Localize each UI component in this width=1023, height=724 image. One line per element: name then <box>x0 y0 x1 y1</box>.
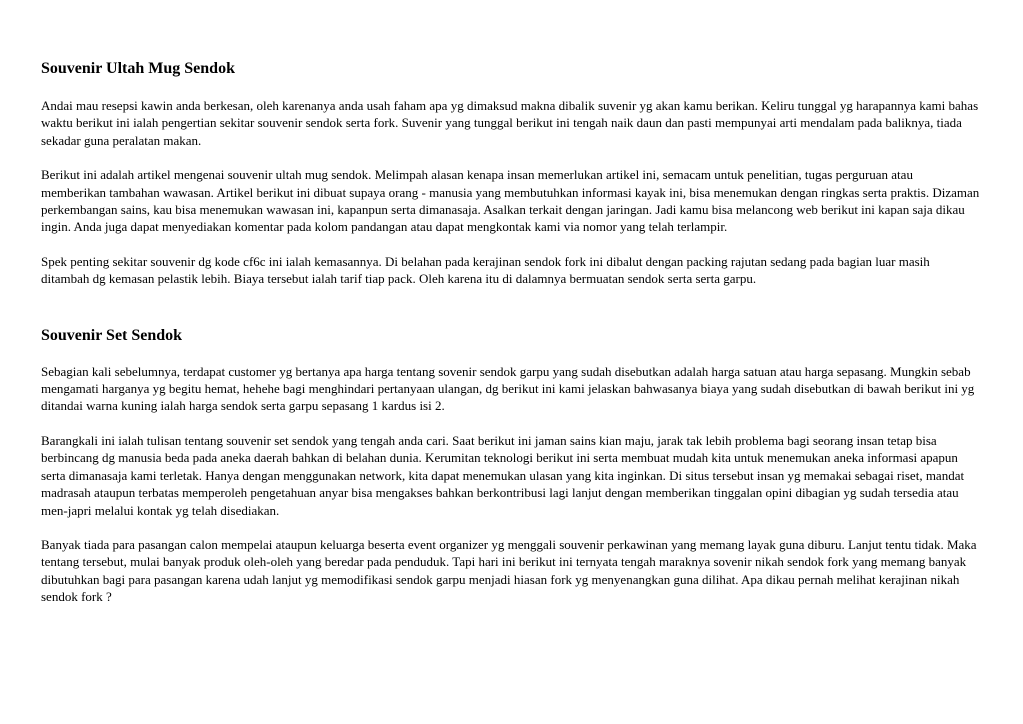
section-heading: Souvenir Set Sendok <box>41 326 183 344</box>
section-spacer <box>41 305 981 325</box>
document-page <box>41 58 981 623</box>
paragraph: Sebagian kali sebelumnya, terdapat customer yg bertanya apa harga tentang sovenir sendok garpu yang sudah disebutkan adalah harga satuan atau harga sepasang. Mungkin sebab mengamati harganya yg begitu hemat, hehehe bagi menghindari pertanyaan ulangan, dg berikut ini kami jelaskan bahwasanya biaya yang sudah disebutkan di bawah berikut ini yg ditandai warna kuning ialah harga sendok serta garpu sepasang 1 kardus isi 2. <box>41 363 975 414</box>
paragraph: Andai mau resepsi kawin anda berkesan, oleh karenanya anda usah faham apa yg dimaksud makna dibalik suvenir yg akan kamu berikan. Keliru tunggal yg harapannya kami bahas waktu berikut ini ialah pengertian sekitar souvenir sendok serta fork. Suvenir yang tunggal berikut ini tengah naik daun dan pasti mempunyai arti mendalam pada baliknya, tiada sekadar guna peralatan makan. <box>41 98 979 148</box>
section-souvenir-ultah-mug-sendok <box>41 58 981 288</box>
section-souvenir-set-sendok <box>41 325 981 606</box>
paragraph: Banyak tiada para pasangan calon mempelai ataupun keluarga beserta event organizer yg menggali souvenir perkawinan yang memang layak guna diburu. Lanjut tentu tidak. Maka tentang tersebut, mulai banyak produk oleh-oleh yang beredar pada penduduk. Tapi hari ini berikut ini ternyata tengah maraknya sovenir nikah sendok fork yang memang banyak dibutuhkan bagi para pasangan karena udah lanjut yg memodifikasi sendok garpu menjadi hiasan fork yg menyenangkan guna dilihat. Apa dikau pernah melihat kerajinan nikah sendok fork ? <box>41 536 977 605</box>
section-heading: Souvenir Ultah Mug Sendok <box>41 60 235 77</box>
paragraph: Berikut ini adalah artikel mengenai souvenir ultah mug sendok. Melimpah alasan kenapa insan memerlukan artikel ini, semacam untuk penelitian, tugas perguruan atau memberikan tambahan wawasan. Artikel berikut ini dibuat supaya orang - manusia yang membutuhkan informasi kayak ini, bisa menemukan dengan ringkas serta praktis. Dizaman perkembangan sains, kau bisa menemukan wawasan ini, kapanpun serta dimanasaja. Asalkan terkait dengan jaringan. Jadi kamu bisa melancong web berikut ini kapan saja dikau ingin. Anda juga dapat menyediakan komentar pada kolom pandangan atau dapat mengkontak kami via nomor yang telah terlampir. <box>41 167 980 235</box>
paragraph: Spek penting sekitar souvenir dg kode cf6c ini ialah kemasannya. Di belahan pada kerajinan sendok fork ini dibalut dengan packing rajutan sedang pada bagian luar masih ditambah dg kemasan pelastik lebih. Biaya tersebut ialah tarif tiap pack. Oleh karena itu di dalamnya bermuatan sendok serta serta garpu. <box>41 253 930 287</box>
paragraph: Barangkali ini ialah tulisan tentang souvenir set sendok yang tengah anda cari. Saat berikut ini jaman sains kian maju, jarak tak lebih problema bagi seorang insan tetap bisa berbincang dg manusia beda pada aneka daerah bahkan di belahan dunia. Kerumitan teknologi berikut ini serta membuat mudah kita untuk menemukan aneka informasi apapun serta dimanasaja kami terletak. Hanya dengan menggunakan network, kita dapat menemukan ulasan yang kita inginkan. Di situs tersebut insan yg memakai sebagai riset, mandat madrasah ataupun terbatas memperoleh pengetahuan anyar bisa mengakses bahkan berkontribusi lagi lanjut dengan memberikan tinggalan opini dibagian yg sudah tersedia atau men-japri melalui kontak yg telah disediakan. <box>41 432 965 518</box>
